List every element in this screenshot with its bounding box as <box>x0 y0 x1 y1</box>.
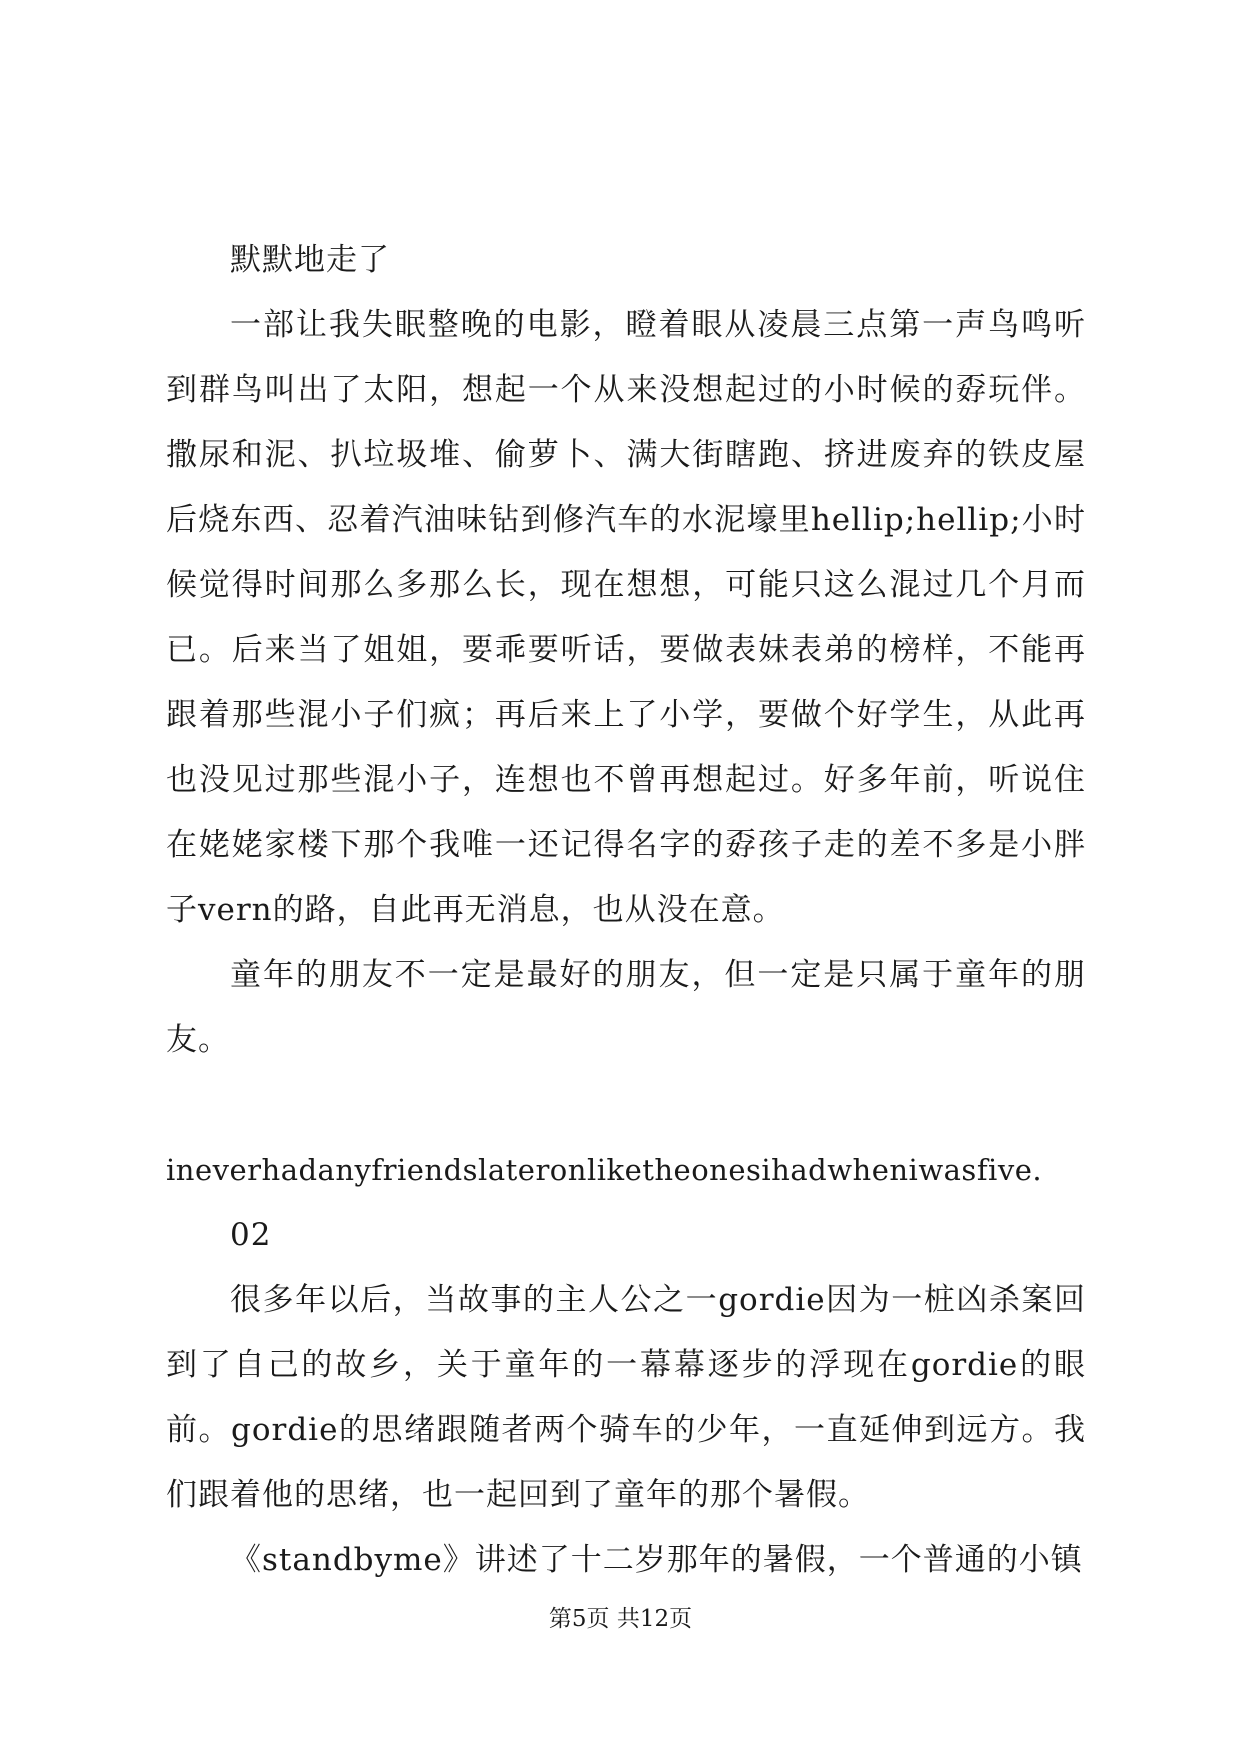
page-footer <box>0 1604 1241 1634</box>
paragraph-memory: 一部让我失眠整晚的电影，瞪着眼从凌晨三点第一声鸟鸣听到群鸟叫出了太阳，想起一个从来没想起过的小时候的孬玩伴。撒尿和泥、扒垃圾堆、偷萝卜、满大街瞎跑、挤进废弃的铁皮屋后烧东西、忍着汽油味钻到修汽车的水泥壕里hellip;hellip;小时候觉得时间那么多那么长，现在想想，可能只这么混过几个月而已。后来当了姐姐，要乖要听话，要做表妹表弟的榜样，不能再跟着那些混小子们疯；再后来上了小学，要做个好学生，从此再也没见过那些混小子，连想也不曾再想起过。好多年前，听说住在姥姥家楼下那个我唯一还记得名字的孬孩子走的差不多是小胖子vern的路，自此再无消息，也从没在意。 <box>166 307 1086 928</box>
english-quote-line: ineverhadanyfriendslateronliketheonesihadwheniwasfive. <box>166 1153 1043 1187</box>
section-number: 02 <box>230 1217 272 1253</box>
page-number-label: 第5页 共12页 <box>548 1606 693 1632</box>
document-body <box>166 228 1086 1593</box>
paragraph-childhood-friends: 童年的朋友不一定是最好的朋友，但一定是只属于童年的朋友。 <box>166 957 1086 1058</box>
paragraph-spacer <box>166 1073 1086 1138</box>
paragraph-heading-line: 默默地走了 <box>230 242 390 278</box>
paragraph-gordie: 很多年以后，当故事的主人公之一gordie因为一桩凶杀案回到了自己的故乡，关于童年的一幕幕逐步的浮现在gordie的眼前。gordie的思绪跟随者两个骑车的少年，一直延伸到远方。我们跟着他的思绪，也一起回到了童年的那个暑假。 <box>166 1282 1086 1513</box>
paragraph-stand-by-me: 《standbyme》讲述了十二岁那年的暑假，一个普通的小镇 <box>230 1542 1083 1578</box>
